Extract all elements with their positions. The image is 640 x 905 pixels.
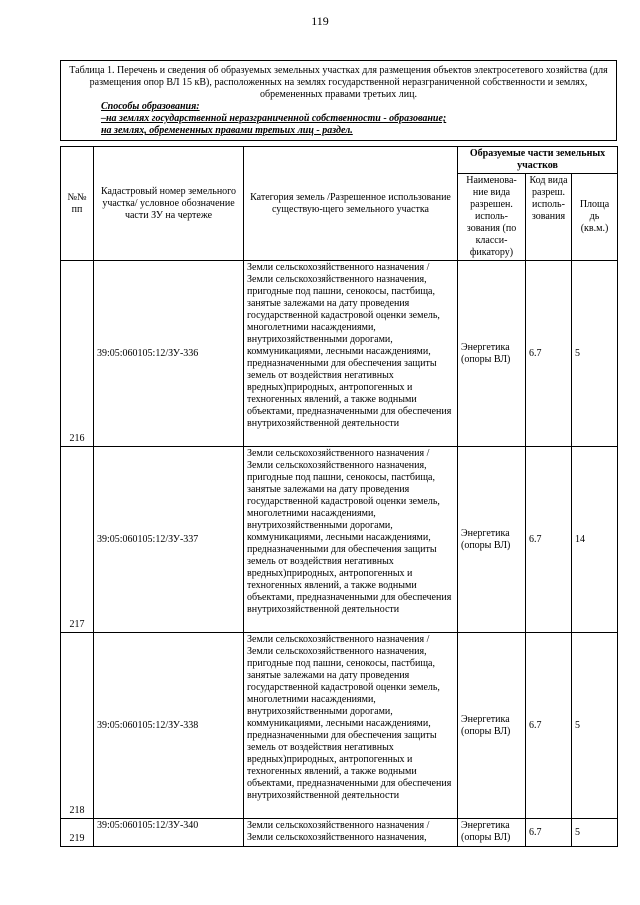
land-plots-table <box>60 146 618 847</box>
page-number: 119 <box>311 14 329 28</box>
row-number: 218 <box>61 633 94 819</box>
land-category: Земли сельскохозяйственного назначения /Земли сельскохозяйственного назначения, <box>244 819 458 847</box>
table-row <box>61 261 618 447</box>
use-code: 6.7 <box>526 633 572 819</box>
use-name: Энергетика (опоры ВЛ) <box>458 261 526 447</box>
row-number: 216 <box>61 261 94 447</box>
table-row <box>61 819 618 847</box>
area: 14 <box>572 447 618 633</box>
cadastral-number: 39:05:060105:12/ЗУ-340 <box>94 819 244 847</box>
methods-title: Способы образования: <box>101 101 200 112</box>
land-category: Земли сельскохозяйственного назначения /Земли сельскохозяйственного назначения, пригодные под пашни, сенокосы, пастбища, занятые залежами на дату проведения государственной кадастровой оценки земель, многолетними насаждениями, внутрихозяйственными дорогами, коммуникациями, лесными насаждениями, предназначенными для обеспечения защиты земель от воздействия негативных вредных)природных, антропогенных и техногенных явлений, а также водными объектами, предназначенными для обеспечения внутрихозяйственной деятельности <box>244 261 458 447</box>
area: 5 <box>572 819 618 847</box>
use-name: Энергетика (опоры ВЛ) <box>458 447 526 633</box>
header-group: Образуемые части земельных участков <box>458 147 618 174</box>
use-name: Энергетика (опоры ВЛ) <box>458 633 526 819</box>
header-category: Категория земель /Разрешенное использование существую-щего земельного участка <box>244 147 458 261</box>
use-code: 6.7 <box>526 819 572 847</box>
area: 5 <box>572 633 618 819</box>
caption-box <box>60 60 617 141</box>
header-area: Площа дь (кв.м.) <box>572 174 618 261</box>
row-number: 219 <box>61 819 94 847</box>
land-category: Земли сельскохозяйственного назначения /Земли сельскохозяйственного назначения, пригодные под пашни, сенокосы, пастбища, занятые залежами на дату проведения государственной кадастровой оценки земель, многолетними насаждениями, внутрихозяйственными дорогами, коммуникациями, лесными насаждениями, предназначенными для обеспечения защиты земель от воздействия негативных вредных)природных, антропогенных и техногенных явлений, а также водными объектами, предназначенными для обеспечения внутрихозяйственной деятельности <box>244 633 458 819</box>
row-number: 217 <box>61 447 94 633</box>
cadastral-number: 39:05:060105:12/ЗУ-337 <box>94 447 244 633</box>
header-cadastral: Кадастровый номер земельного участка/ условное обозначение части ЗУ на чертеже <box>94 147 244 261</box>
header-use-name: Наименова-ние вида разрешен. исполь-зования (по класси-фикатору) <box>458 174 526 261</box>
table-row <box>61 633 618 819</box>
cadastral-number: 39:05:060105:12/ЗУ-336 <box>94 261 244 447</box>
table-row <box>61 447 618 633</box>
header-use-code: Код вида разреш. исполь-зования <box>526 174 572 261</box>
use-name: Энергетика (опоры ВЛ) <box>458 819 526 847</box>
table-caption: Таблица 1. Перечень и сведения об образуемых земельных участках для размещения объектов электросетевого хозяйства (для размещения опор ВЛ 15 кВ), расположенных на землях государственной неразграниченной собственности и землях, обремененных правами третьих лиц. <box>69 65 608 100</box>
header-num: №№ пп <box>61 147 94 261</box>
use-code: 6.7 <box>526 447 572 633</box>
formation-methods <box>61 101 616 140</box>
methods-line-1: –на землях государственной неразграниченной собственности - образование; <box>101 113 447 124</box>
methods-line-2: на землях, обремененных правами третьих лиц - раздел. <box>101 125 353 136</box>
area: 5 <box>572 261 618 447</box>
land-category: Земли сельскохозяйственного назначения /Земли сельскохозяйственного назначения, пригодные под пашни, сенокосы, пастбища, занятые залежами на дату проведения государственной кадастровой оценки земель, многолетними насаждениями, внутрихозяйственными дорогами, коммуникациями, лесными насаждениями, предназначенными для обеспечения защиты земель от воздействия негативных вредных)природных, антропогенных и техногенных явлений, а также водными объектами, предназначенными для обеспечения внутрихозяйственной деятельности <box>244 447 458 633</box>
use-code: 6.7 <box>526 261 572 447</box>
cadastral-number: 39:05:060105:12/ЗУ-338 <box>94 633 244 819</box>
